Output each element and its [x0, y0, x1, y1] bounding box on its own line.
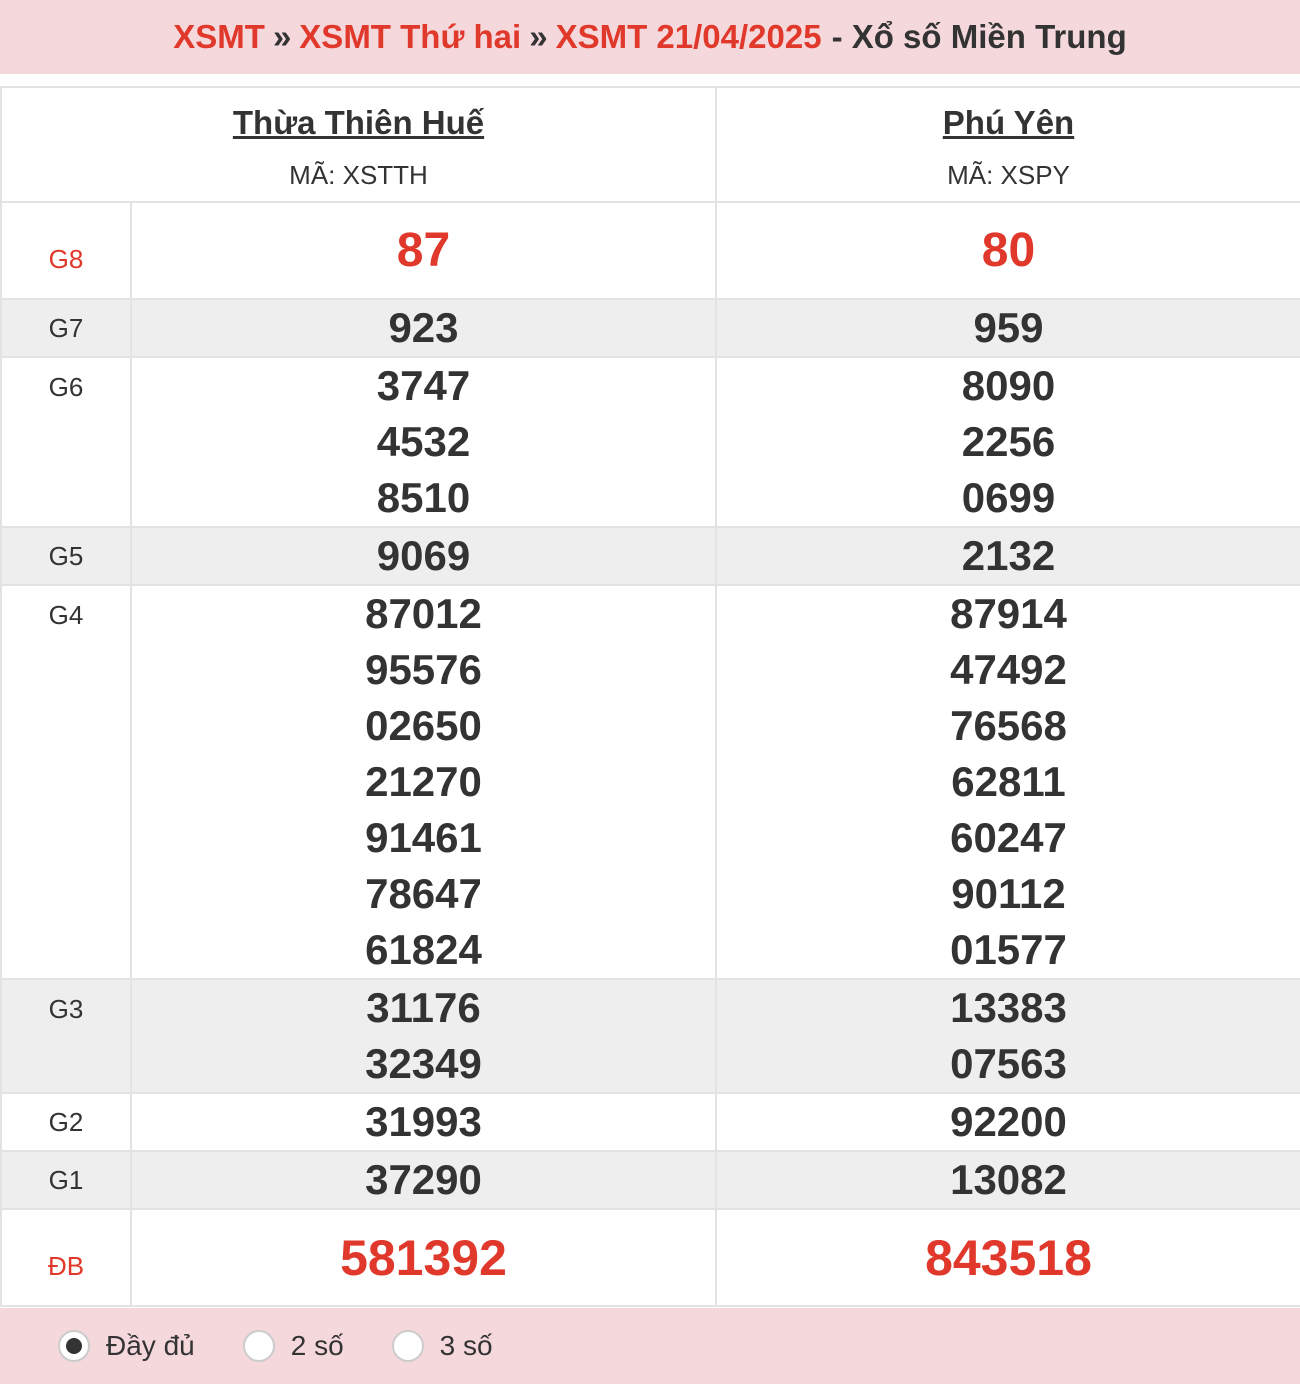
- prize-number: 61824: [365, 926, 482, 973]
- prize-number: 78647: [365, 870, 482, 917]
- prize-cell: [131, 585, 716, 979]
- prize-number: 4532: [376, 418, 471, 465]
- prize-label-cell: [1, 1093, 131, 1151]
- prize-label: G7: [48, 312, 84, 343]
- prize-number: 87: [396, 223, 451, 277]
- prize-row-g3: [1, 979, 1300, 1093]
- prize-label-cell: [1, 202, 131, 299]
- prize-cell: [716, 1151, 1300, 1209]
- page-title-tail: - Xổ số Miền Trung: [831, 18, 1127, 55]
- prize-row-db: [1, 1209, 1300, 1306]
- prize-label: G1: [48, 1164, 84, 1195]
- prize-number: 60247: [950, 814, 1067, 861]
- province-code-2: MÃ: XSPY: [947, 160, 1070, 190]
- prize-cell: [716, 585, 1300, 979]
- prize-number: 47492: [950, 646, 1067, 693]
- prize-cell: [716, 527, 1300, 585]
- radio-full[interactable]: [58, 1330, 90, 1362]
- prize-label: G5: [48, 540, 84, 571]
- option-full[interactable]: [58, 1330, 195, 1362]
- prize-cell: [716, 979, 1300, 1093]
- page-title: [0, 0, 1300, 74]
- option-2-digits[interactable]: [243, 1330, 344, 1362]
- results-table: [0, 86, 1300, 1307]
- prize-number: 01577: [950, 926, 1067, 973]
- province-header-1: [1, 87, 716, 202]
- prize-number: 91461: [365, 814, 482, 861]
- prize-cell: [131, 202, 716, 299]
- prize-cell: [131, 1151, 716, 1209]
- prize-number: 8090: [961, 362, 1056, 409]
- option-full-label: Đầy đủ: [106, 1330, 195, 1361]
- prize-label: G3: [48, 994, 84, 1024]
- prize-number: 3747: [376, 362, 471, 409]
- prize-label-cell: [1, 299, 131, 357]
- prize-cell: [131, 1093, 716, 1151]
- prize-number: 62811: [951, 758, 1066, 805]
- prize-label: G6: [48, 372, 84, 402]
- prize-number: 2132: [961, 532, 1056, 579]
- prize-row-g2: [1, 1093, 1300, 1151]
- prize-number: 87012: [365, 590, 482, 637]
- prize-number: 02650: [365, 702, 482, 749]
- prize-row-g5: [1, 527, 1300, 585]
- prize-cell: [131, 357, 716, 527]
- province-link-1[interactable]: Thừa Thiên Huế: [232, 104, 485, 141]
- option-2-digits-label: 2 số: [290, 1330, 344, 1361]
- prize-label-cell: [1, 979, 131, 1093]
- province-link-2[interactable]: Phú Yên: [942, 104, 1075, 141]
- display-options-bar: [0, 1308, 1300, 1384]
- province-header-row: [1, 87, 1300, 202]
- prize-cell: [131, 299, 716, 357]
- prize-label-cell: [1, 357, 131, 527]
- prize-number: 959: [973, 304, 1044, 351]
- prize-row-g6: [1, 357, 1300, 527]
- breadcrumb-xsmt-date[interactable]: XSMT 21/04/2025: [555, 18, 822, 55]
- prize-number: 92200: [950, 1098, 1067, 1145]
- prize-cell: [131, 979, 716, 1093]
- radio-3-digits[interactable]: [392, 1330, 424, 1362]
- prize-row-g7: [1, 299, 1300, 357]
- breadcrumb-separator: »: [529, 18, 548, 55]
- prize-row-g4: [1, 585, 1300, 979]
- prize-number: 32349: [365, 1040, 482, 1087]
- breadcrumb-separator: »: [272, 18, 292, 55]
- breadcrumb-xsmt-thu-hai[interactable]: XSMT Thứ hai: [299, 18, 522, 55]
- prize-label-cell: [1, 1151, 131, 1209]
- prize-cell: [716, 202, 1300, 299]
- prize-number: 31176: [366, 984, 481, 1031]
- prize-number: 37290: [365, 1156, 482, 1203]
- prize-number: 2256: [961, 418, 1056, 465]
- option-3-digits-label: 3 số: [439, 1330, 493, 1361]
- province-header-2: [716, 87, 1300, 202]
- breadcrumb-xsmt[interactable]: XSMT: [173, 18, 265, 55]
- prize-number: 8510: [376, 474, 471, 521]
- special-prize-number: 581392: [340, 1229, 507, 1286]
- prize-number: 07563: [950, 1040, 1067, 1087]
- prize-cell: [716, 1093, 1300, 1151]
- prize-number: 923: [388, 304, 459, 351]
- prize-cell: [716, 299, 1300, 357]
- province-code-1: MÃ: XSTTH: [289, 160, 428, 190]
- prize-number: 21270: [365, 758, 482, 805]
- prize-row-g8: [1, 202, 1300, 299]
- prize-number: 87914: [950, 590, 1067, 637]
- prize-number: 13383: [950, 984, 1067, 1031]
- prize-number: 31993: [365, 1098, 482, 1145]
- prize-number: 9069: [376, 532, 471, 579]
- prize-label: G2: [48, 1106, 84, 1137]
- prize-cell: [131, 527, 716, 585]
- special-prize-number: 843518: [925, 1229, 1092, 1286]
- prize-cell: [716, 1209, 1300, 1306]
- prize-number: 0699: [961, 474, 1056, 521]
- prize-label: G8: [48, 244, 84, 274]
- prize-row-g1: [1, 1151, 1300, 1209]
- prize-label-cell: [1, 585, 131, 979]
- prize-number: 76568: [950, 702, 1067, 749]
- prize-number: 80: [981, 223, 1036, 277]
- prize-label-cell: [1, 527, 131, 585]
- prize-label: ĐB: [47, 1251, 85, 1281]
- prize-number: 13082: [950, 1156, 1067, 1203]
- prize-cell: [716, 357, 1300, 527]
- prize-number: 95576: [365, 646, 482, 693]
- option-3-digits[interactable]: [392, 1330, 493, 1362]
- prize-cell: [131, 1209, 716, 1306]
- prize-label: G4: [48, 600, 84, 630]
- prize-label-cell: [1, 1209, 131, 1306]
- prize-number: 90112: [951, 870, 1066, 917]
- radio-2-digits[interactable]: [243, 1330, 275, 1362]
